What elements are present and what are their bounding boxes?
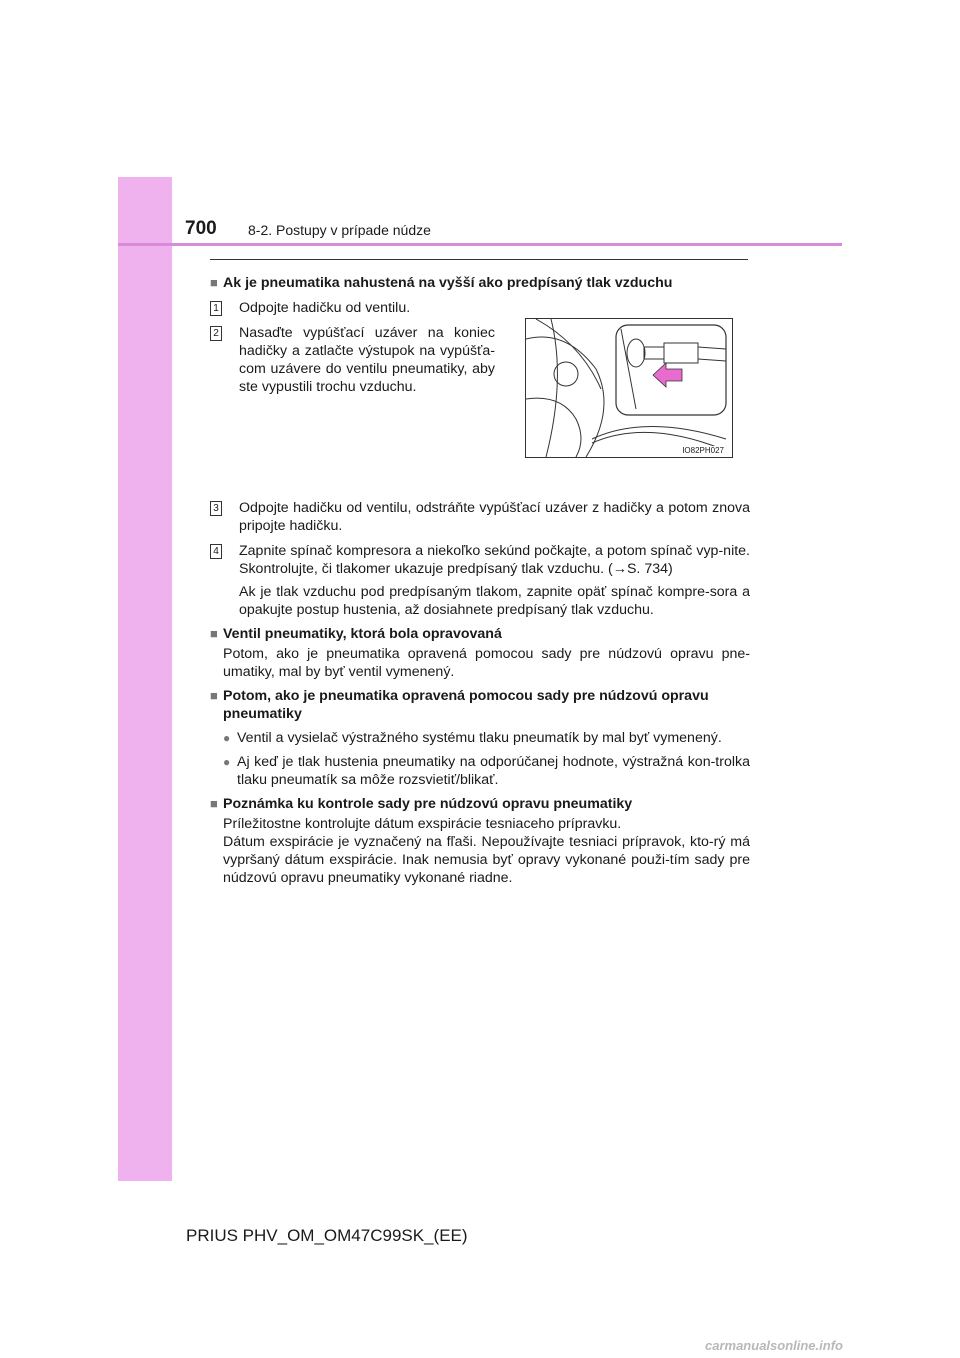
watermark: carmanualsonline.info	[705, 1338, 843, 1353]
section-body: Dátum exspirácie je vyznačený na fľaši. Nepoužívajte tesniaci prípravok, kto-rý má vypršaný dátum exspirácie. Inak nemusia byť opravy vykonané použi-tím sady pre núdzovú opravu pneumatiky vykonané riadne.	[223, 834, 750, 886]
header-divider	[118, 243, 842, 246]
step-text: Zapnite spínač kompresora a niekoľko sekúnd počkajte, a potom spínač vyp-nite. Skontrolujte, či tlakomer ukazuje predpísaný tlak vzduchu. (→S. 734)	[239, 543, 750, 577]
step-text: Odpojte hadičku od ventilu, odstráňte vypúšťací uzáver z hadičky a potom znova pripojte hadičku.	[239, 500, 750, 534]
square-bullet-icon: ■	[210, 688, 218, 703]
step-number: 1	[210, 301, 222, 316]
step-1	[210, 299, 750, 317]
section-title: Poznámka ku kontrole sady pre núdzovú opravu pneumatiky	[223, 796, 633, 812]
section-heading-kit-note	[210, 795, 750, 813]
step-2	[210, 324, 495, 396]
section-heading-valve	[210, 625, 750, 643]
square-bullet-icon: ■	[210, 796, 218, 811]
bullet-text: Aj keď je tlak hustenia pneumatiky na odporúčanej hodnote, výstražná kon-trolka tlaku pneumatík sa môže rozsvietiť/blikať.	[237, 754, 750, 788]
section-title: Potom, ako je pneumatika opravená pomocou sady pre núdzovú opravu pneumatiky	[223, 688, 709, 722]
section-heading-after-repair	[210, 687, 750, 723]
section-heading-overpressure	[210, 274, 750, 292]
section-title: Ak je pneumatika nahustená na vyšší ako predpísaný tlak vzduchu	[223, 275, 673, 291]
section-body: Príležitostne kontrolujte dátum exspirácie tesniaceho prípravku.	[223, 816, 622, 832]
step-text: Odpojte hadičku od ventilu.	[239, 300, 411, 316]
step-4	[210, 542, 750, 578]
circle-bullet-icon: ●	[223, 731, 231, 745]
square-bullet-icon: ■	[210, 626, 218, 641]
circle-bullet-icon: ●	[223, 755, 231, 769]
step-number: 3	[210, 501, 222, 516]
chapter-title: 8-2. Postupy v prípade núdze	[248, 222, 431, 238]
side-tab	[118, 177, 172, 1181]
section-rule	[210, 259, 748, 260]
step-text: Nasaďte vypúšťací uzáver na koniec hadičky a zatlačte výstupok na vypúšťa-com uzávere do ventilu pneumatiky, aby ste vypustili trochu vzduchu.	[239, 325, 495, 395]
page-number: 700	[185, 218, 217, 239]
square-bullet-icon: ■	[210, 275, 218, 290]
bullet-text: Ventil a vysielač výstražného systému tlaku pneumatík by mal byť vymenený.	[237, 730, 722, 746]
step-number: 4	[210, 544, 222, 559]
tire-valve-drawing	[526, 319, 732, 457]
step-number: 2	[210, 326, 222, 341]
tire-valve-illustration	[525, 318, 733, 458]
bullet-item	[210, 729, 750, 747]
section-title: Ventil pneumatiky, ktorá bola opravovaná	[223, 626, 502, 642]
section-body: Potom, ako je pneumatika opravená pomocou sady pre núdzovú opravu pne-umatiky, mal by byť ventil vymenený.	[223, 646, 750, 680]
bullet-item	[210, 753, 750, 789]
step-4-note: Ak je tlak vzduchu pod predpísaným tlakom, zapnite opäť spínač kompre-sora a opakujte postup hustenia, až dosiahnete predpísaný tlak vzduchu.	[239, 584, 750, 618]
figure-code: IO82PH027	[682, 446, 724, 455]
step-3	[210, 499, 750, 535]
footer-doc-id: PRIUS PHV_OM_OM47C99SK_(EE)	[186, 1226, 468, 1245]
